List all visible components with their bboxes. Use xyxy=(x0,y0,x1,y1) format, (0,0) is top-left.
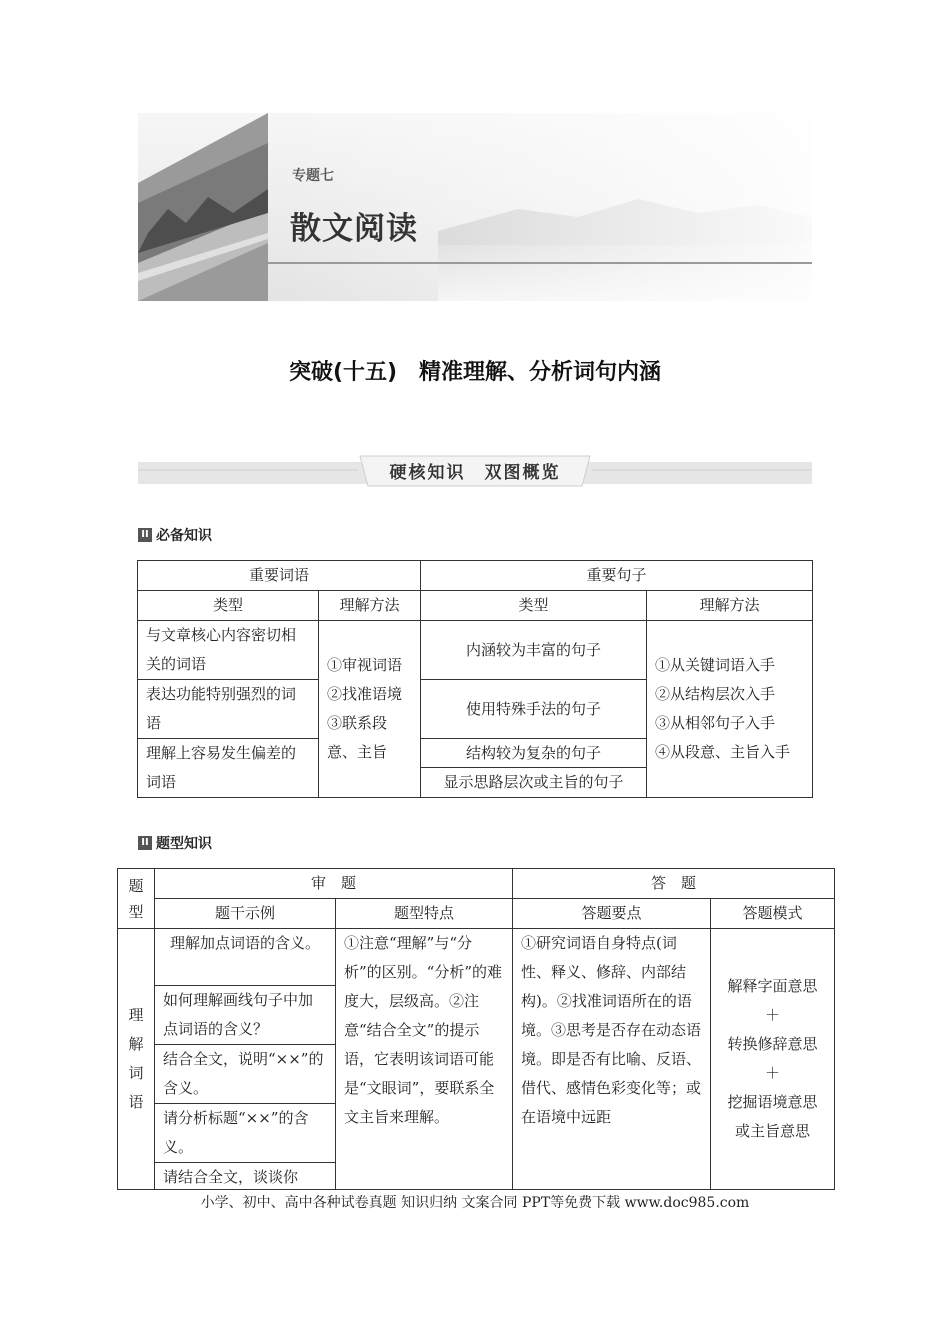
series-label: 专题七 xyxy=(292,168,334,184)
word-method-item: ①审视词语 xyxy=(327,656,403,674)
header-answer: 答 题 xyxy=(513,869,835,899)
sentence-method-item: ①从关键词语入手 xyxy=(655,656,776,674)
section-heading-required-knowledge xyxy=(138,525,212,545)
page-footer: 小学、初中、高中各种试卷真题 知识归纳 文案合同 PPT等免费下载 www.doc985.com xyxy=(200,1195,750,1211)
sentence-type-text: 显示思路层次或主旨的句子 xyxy=(443,773,624,791)
feature-cell: ①注意“理解”与“分析”的区别。“分析”的难度大，层级高。②注意“结合全文”的提示语，它表明该词语可能是“文眼词”，要联系全文主旨来理解。 xyxy=(336,929,513,1190)
sentence-method-item: ②从结构层次入手 xyxy=(655,685,776,703)
word-type-cell: 表达功能特别强烈的词语 xyxy=(138,680,319,739)
section-marker-icon: II xyxy=(138,836,152,850)
word-method-item: ②找准语境 xyxy=(327,685,403,703)
pattern-plus: ＋ xyxy=(765,1006,781,1024)
chapter-title: 突破(十五) 精准理解、分析词句内涵 xyxy=(288,360,662,385)
header-review: 审 题 xyxy=(155,869,513,899)
subheader-sentence-type: 类型 xyxy=(421,591,647,621)
section-heading-text: 必备知识 xyxy=(156,528,212,544)
landscape-banner-image xyxy=(138,113,812,301)
pattern-line: 或主旨意思 xyxy=(735,1122,811,1140)
section-heading-text: 题型知识 xyxy=(156,836,212,852)
key-points-cell: ①研究词语自身特点(词性、释义、修辞、内部结构)。②找准词语所在的语境。③思考是否存在动态语境。即是否有比喻、反语、借代、感情色彩变化等；或在语境中远距 xyxy=(513,929,711,1190)
subheader-key-points: 答题要点 xyxy=(513,899,711,929)
pattern-cell xyxy=(711,929,835,1190)
word-type-text: 理解上容易发生偏差的词语 xyxy=(146,744,297,791)
header-important-sentences: 重要句子 xyxy=(421,561,813,591)
word-method-item: ③联系段意、主旨 xyxy=(327,714,388,761)
section-marker-icon: II xyxy=(138,528,152,542)
sentence-type-cell: 使用特殊手法的句子 xyxy=(421,680,647,739)
subheader-pattern: 答题模式 xyxy=(711,899,835,929)
sentence-type-cell: 内涵较为丰富的句子 xyxy=(421,621,647,680)
section-band-title: 硬核知识 双图概览 xyxy=(389,463,561,483)
sentence-method-item: ④从段意、主旨入手 xyxy=(655,743,791,761)
question-type-table xyxy=(117,868,835,1190)
type-label-understand-words: 理解词语 xyxy=(118,929,155,1190)
unit-title: 散文阅读 xyxy=(290,211,418,247)
example-stack xyxy=(155,929,336,1190)
sentence-method-item: ③从相邻句子入手 xyxy=(655,714,776,732)
knowledge-table xyxy=(137,560,813,798)
subheader-word-method: 理解方法 xyxy=(319,591,421,621)
sentence-type-text: 结构较为复杂的句子 xyxy=(421,739,646,768)
example-item: 如何理解画线句子中加点词语的含义？ xyxy=(155,986,335,1045)
header-question-type: 题型 xyxy=(118,869,155,929)
pattern-line: 解释字面意思 xyxy=(727,977,818,995)
pattern-line: 挖掘语境意思 xyxy=(727,1093,818,1111)
unit-banner xyxy=(138,113,812,301)
subheader-word-type: 类型 xyxy=(138,591,319,621)
word-type-cell xyxy=(138,739,319,798)
subheader-example: 题干示例 xyxy=(155,899,336,929)
section-heading-question-types xyxy=(138,833,212,853)
subheader-sentence-method: 理解方法 xyxy=(647,591,813,621)
example-item: 请结合全文，谈谈你 xyxy=(163,1168,299,1186)
sentence-method-cell xyxy=(647,621,813,798)
example-item: 结合全文，说明“××”的含义。 xyxy=(155,1045,335,1104)
example-item: 请分析标题“××”的含义。 xyxy=(155,1104,335,1163)
example-item: 理解加点词语的含义。 xyxy=(155,929,335,986)
pattern-line: 转换修辞意思 xyxy=(727,1035,818,1053)
word-type-cell: 与文章核心内容密切相关的词语 xyxy=(138,621,319,680)
pattern-plus: ＋ xyxy=(765,1064,781,1082)
header-important-words: 重要词语 xyxy=(138,561,421,591)
sentence-type-stack xyxy=(421,739,647,798)
subheader-feature: 题型特点 xyxy=(336,899,513,929)
word-method-cell xyxy=(319,621,421,798)
